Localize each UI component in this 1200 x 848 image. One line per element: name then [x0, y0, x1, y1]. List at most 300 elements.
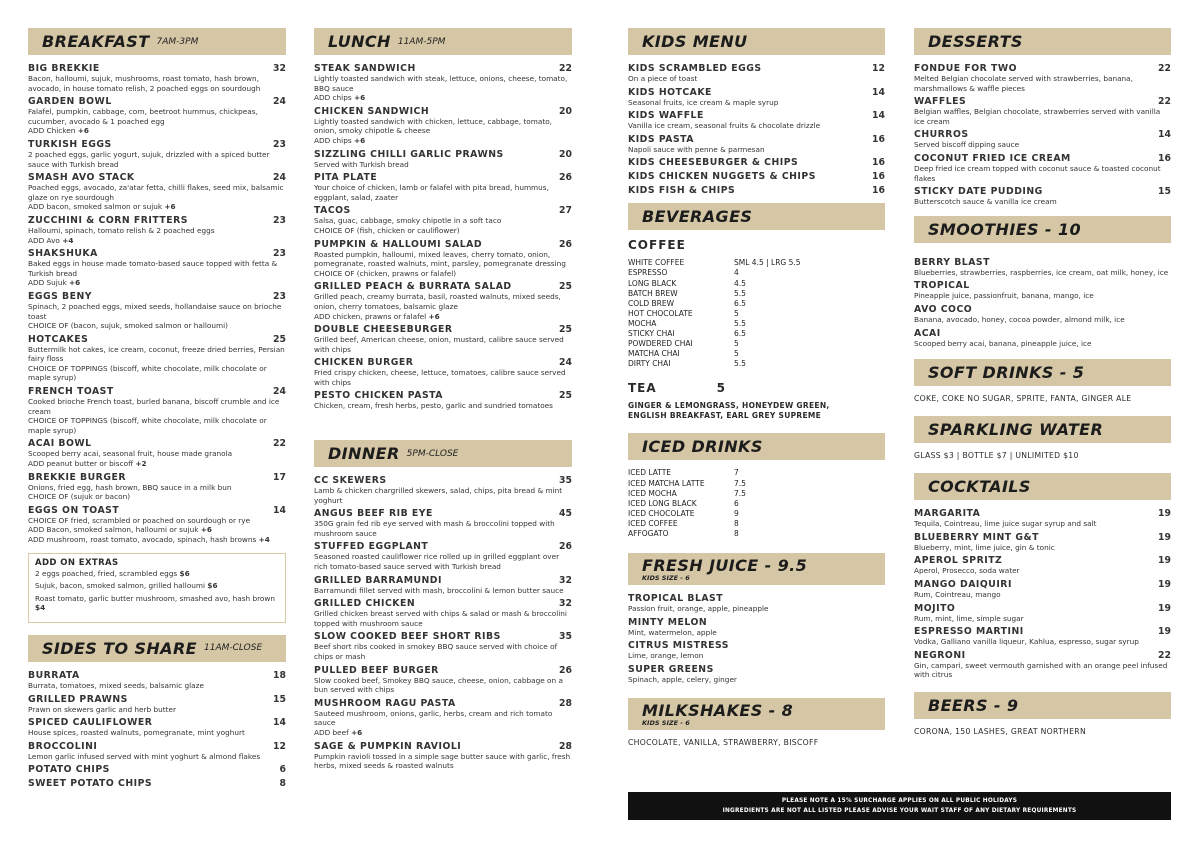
- drink-name: ICED COFFEE: [628, 518, 678, 528]
- item-description: House spices, roasted walnuts, pomegranate, mint yoghurt: [28, 728, 245, 738]
- item-row: [914, 626, 1171, 637]
- item-extra: [314, 226, 572, 236]
- sparkling-header: SPARKLING WATER: [914, 416, 1171, 443]
- item-row: [314, 281, 572, 292]
- menu-item: [28, 505, 286, 545]
- drink-price: 5: [734, 339, 739, 349]
- item-description: Onions, fried egg, hash brown, BBQ sauce in a milk bun: [28, 482, 232, 492]
- item-row: [628, 171, 885, 182]
- menu-item: [314, 541, 572, 571]
- drink-name: ESPRESSO: [628, 268, 668, 278]
- column-2: [314, 28, 572, 774]
- item-price: 22: [1158, 649, 1171, 661]
- menu-item: [28, 741, 286, 762]
- item-description: 2 poached eggs, garlic yogurt, sujuk, drizzled with a spiced butter sauce with Turkish bread: [28, 149, 270, 169]
- item-price: 27: [559, 205, 572, 217]
- drink-name: POWDERED CHAI: [628, 339, 693, 349]
- item-description: Grilled beef, American cheese, onion, mustard, calibre sauce served with chips: [314, 335, 564, 354]
- menu-item: [28, 472, 286, 502]
- extra-text: CHOICE OF TOPPINGS (biscoff, white chocolate, milk chocolate or maple syrup): [28, 363, 267, 383]
- extra-text: CHOICE OF (fish, chicken or cauliflower): [314, 225, 460, 235]
- extra-price: +6: [428, 311, 440, 321]
- item-name: MOJITO: [914, 602, 956, 614]
- item-description: Prawn on skewers garlic and herb butter: [28, 704, 176, 714]
- drink-price: 7.5: [734, 478, 746, 488]
- item-row: [314, 172, 572, 183]
- item-description: Tequila, Cointreau, lime juice sugar syrup and salt: [914, 519, 1097, 529]
- drink-name: WHITE COFFEE: [628, 258, 685, 268]
- menu-item: [314, 63, 572, 103]
- drink-name: BATCH BREW: [628, 288, 678, 298]
- extra-price: +6: [353, 93, 366, 103]
- item-description: Rum, Cointreau, mango: [914, 589, 1001, 599]
- item-price: 17: [273, 471, 286, 483]
- item-row: [28, 139, 286, 150]
- item-name: KIDS CHICKEN NUGGETS & CHIPS: [628, 171, 816, 183]
- drink-price: 4.5: [734, 278, 746, 288]
- menu-item: [28, 778, 286, 789]
- item-price: 35: [559, 631, 572, 643]
- item-description: Gin, campari, sweet vermouth garnished with an orange peel infused with citrus: [914, 660, 1168, 680]
- item-description: Beef short ribs cooked in smokey BBQ sauce served with choice of chips or mash: [314, 642, 558, 661]
- item-extra: [28, 535, 286, 545]
- item-extra: [28, 236, 286, 246]
- item-row: [914, 579, 1171, 590]
- menu-item: [314, 575, 572, 596]
- milkshakes-header: MILKSHAKES - 8 KIDS SIZE - 6: [628, 698, 885, 730]
- drink-price: 7.5: [734, 488, 746, 498]
- item-row: [314, 575, 572, 586]
- item-name: ANGUS BEEF RIB EYE: [314, 508, 433, 520]
- item-name: ACAI BOWL: [28, 438, 92, 450]
- item-description: Deep fried ice cream topped with coconut sauce & toasted coconut flakes: [914, 163, 1161, 183]
- item-row: [28, 694, 286, 705]
- item-row: [28, 215, 286, 226]
- menu-item: [28, 63, 286, 93]
- item-description: Melted Belgian chocolate served with strawberries, banana, marshmallows & waffle pieces: [914, 74, 1133, 93]
- kids-list: [628, 63, 885, 196]
- menu-item: [628, 157, 885, 168]
- drink-price: 7: [734, 468, 739, 478]
- item-description: Bacon, halloumi, sujuk, mushrooms, roast tomato, hash brown, avocado, in house tomato relish, 2 poached eggs on sourdough: [28, 74, 261, 93]
- extra-price: +6: [353, 135, 366, 145]
- desserts-list: [914, 63, 1171, 207]
- item-name: KIDS PASTA: [628, 133, 694, 145]
- item-price: 26: [559, 238, 572, 250]
- item-name: CHURROS: [914, 129, 969, 141]
- menu-item: [914, 508, 1171, 529]
- kids-header: KIDS MENU: [628, 28, 885, 55]
- item-row: [28, 291, 286, 302]
- table-row: [628, 479, 746, 489]
- item-price: 23: [273, 138, 286, 150]
- menu-item: [28, 96, 286, 136]
- extra-text: CHOICE OF (sujuk or bacon): [28, 492, 131, 502]
- drink-name: COLD BREW: [628, 298, 674, 308]
- iced-header: ICED DRINKS: [628, 433, 885, 460]
- item-row: [28, 334, 286, 345]
- item-description: Chicken, cream, fresh herbs, pesto, garlic and sundried tomatoes: [314, 401, 553, 411]
- extra-text: ADD chips: [314, 135, 354, 145]
- item-name: COCONUT FRIED ICE CREAM: [914, 152, 1071, 164]
- item-price: 16: [872, 171, 885, 183]
- add-on-line: [35, 581, 279, 591]
- menu-item: [28, 139, 286, 169]
- item-row: [28, 63, 286, 74]
- menu-item: [314, 508, 572, 538]
- item-price: 20: [559, 105, 572, 117]
- item-row: [314, 631, 572, 642]
- item-extra: [314, 728, 572, 738]
- item-name: DOUBLE CHEESEBURGER: [314, 324, 453, 336]
- item-row: [914, 555, 1171, 566]
- table-row: [628, 349, 801, 359]
- breakfast-list: [28, 63, 286, 545]
- item-name: WAFFLES: [914, 96, 967, 108]
- extra-text: CHOICE OF (bacon, sujuk, smoked salmon or halloumi): [28, 321, 228, 331]
- item-description: Passion fruit, orange, apple, pineapple: [628, 604, 769, 614]
- item-row: [314, 475, 572, 486]
- item-price: 15: [1158, 186, 1171, 198]
- item-description: Cooked brioche French toast, burled banana, biscoff crumble and ice cream: [28, 397, 280, 416]
- item-description: Butterscotch sauce & vanilla ice cream: [914, 197, 1057, 207]
- table-row: [628, 499, 746, 509]
- item-description: Pumpkin ravioli tossed in a simple sage butter sauce with garlic, fresh herbs, mixed seeds & roasted walnuts: [314, 751, 571, 771]
- item-price: 24: [559, 357, 572, 369]
- tea-list-1: GINGER & LEMONGRASS, HONEYDEW GREEN,: [628, 401, 830, 411]
- table-row: [628, 309, 801, 319]
- table-row: [628, 468, 746, 478]
- item-price: 22: [1158, 96, 1171, 108]
- item-description: Barramundi fillet served with mash, broccolini & lemon butter sauce: [314, 585, 564, 595]
- item-row: [914, 153, 1171, 164]
- item-row: [28, 670, 286, 681]
- item-row: [314, 205, 572, 216]
- breakfast-header: BREAKFAST 7AM-3PM: [28, 28, 286, 55]
- menu-item: [914, 650, 1171, 680]
- item-price: 19: [1158, 602, 1171, 614]
- menu-item: [28, 172, 286, 212]
- beverages-header: BEVERAGES: [628, 203, 885, 230]
- item-description: Lightly toasted sandwich with chicken, lettuce, cabbage, tomato, onion, smoky chipotle & cheese: [314, 116, 552, 136]
- juice-header: FRESH JUICE - 9.5 KIDS SIZE - 6: [628, 553, 885, 585]
- item-row: [628, 63, 885, 74]
- cocktails-header: COCKTAILS: [914, 473, 1171, 500]
- item-row: [28, 472, 286, 483]
- extra-text: ADD Chicken: [28, 126, 78, 136]
- item-price: 23: [273, 214, 286, 226]
- item-name: ESPRESSO MARTINI: [914, 626, 1024, 638]
- item-name: PULLED BEEF BURGER: [314, 664, 439, 676]
- item-row: [314, 598, 572, 609]
- item-name: BROCCOLINI: [28, 740, 98, 752]
- item-name: SPICED CAULIFLOWER: [28, 717, 153, 729]
- item-row: [28, 172, 286, 183]
- item-row: [914, 508, 1171, 519]
- item-description: Roasted pumpkin, halloumi, mixed leaves, cherry tomato, onion, pomegranate, roasted walnuts, mint, parsley, pomegranate dressing: [314, 249, 566, 269]
- item-description: On a piece of toast: [628, 74, 698, 83]
- item-name: BURRATA: [28, 669, 80, 681]
- item-row: [314, 741, 572, 752]
- table-row: [628, 489, 746, 499]
- item-price: 14: [273, 504, 286, 516]
- item-price: 32: [559, 574, 572, 586]
- menu-item: [314, 741, 572, 771]
- menu-item: [314, 205, 572, 235]
- sides-list: [28, 670, 286, 789]
- item-extra: [28, 126, 286, 136]
- menu-item: [28, 248, 286, 288]
- item-row: [314, 390, 572, 401]
- item-row: [28, 741, 286, 752]
- item-price: 32: [559, 598, 572, 610]
- smoothies-list: [914, 257, 1171, 348]
- item-name: TURKISH EGGS: [28, 138, 112, 150]
- item-price: 23: [273, 290, 286, 302]
- item-row: [314, 541, 572, 552]
- item-row: [914, 304, 1171, 315]
- item-description: Sauteed mushroom, onions, garlic, herbs, cream and rich tomato sauce: [314, 708, 553, 728]
- item-row: [28, 438, 286, 449]
- item-name: GRILLED BARRAMUNDI: [314, 574, 442, 586]
- menu-item: [314, 598, 572, 628]
- item-price: 24: [273, 386, 286, 398]
- beers-list: CORONA, 150 LASHES, GREAT NORTHERN: [914, 726, 1086, 736]
- menu-item: [628, 171, 885, 182]
- item-row: [314, 357, 572, 368]
- extra-text: ADD chicken, prawns or falafel: [314, 311, 429, 321]
- item-row: [314, 324, 572, 335]
- item-extra: [28, 202, 286, 212]
- item-row: [314, 106, 572, 117]
- item-price: 24: [273, 172, 286, 184]
- item-price: 14: [872, 110, 885, 122]
- item-extra: [28, 492, 286, 502]
- item-name: TROPICAL BLAST: [628, 593, 724, 605]
- item-row: [28, 778, 286, 789]
- menu-item: [314, 475, 572, 505]
- menu-item: [914, 153, 1171, 183]
- dinner-list: [314, 475, 572, 771]
- item-extra: [28, 416, 286, 435]
- add-on-title: ADD ON EXTRAS: [35, 557, 119, 568]
- menu-item: [628, 640, 885, 661]
- extra-text: ADD mushroom, roast tomato, avocado, spinach, hash browns: [28, 535, 259, 544]
- iced-table: [628, 468, 746, 539]
- item-description: Served with Turkish bread: [314, 159, 409, 169]
- item-description: Your choice of chicken, lamb or falafel with pita bread, hummus, eggplant, salad, zaater: [314, 183, 549, 202]
- item-row: [914, 603, 1171, 614]
- drink-price: 5: [734, 308, 739, 318]
- item-extra: [28, 459, 286, 469]
- menu-item: [628, 110, 885, 131]
- item-price: 14: [872, 86, 885, 98]
- drink-price: 8: [734, 528, 739, 538]
- item-price: 35: [559, 475, 572, 487]
- table-row: [628, 299, 801, 309]
- drink-price: 4: [734, 268, 739, 278]
- item-price: 22: [273, 438, 286, 450]
- desserts-header: DESSERTS: [914, 28, 1171, 55]
- cocktails-list: [914, 508, 1171, 680]
- item-price: 45: [559, 508, 572, 520]
- item-description: Grilled chicken breast served with chips & salad or mash & broccolini topped with mushroom sauce: [314, 609, 567, 628]
- item-row: [28, 96, 286, 107]
- item-extra: [314, 93, 572, 103]
- item-name: CC SKEWERS: [314, 475, 387, 487]
- item-name: MUSHROOM RAGU PASTA: [314, 697, 456, 709]
- item-price: 22: [559, 63, 572, 74]
- drink-name: ICED LATTE: [628, 468, 672, 478]
- column-1: [28, 28, 286, 792]
- item-description: Lemon garlic infused served with mint yoghurt & almond flakes: [28, 751, 261, 761]
- item-description: Burrata, tomatoes, mixed seeds, balsamic glaze: [28, 680, 204, 690]
- item-name: SUPER GREENS: [628, 663, 714, 675]
- drink-name: LONG BLACK: [628, 278, 677, 288]
- smoothies-header: SMOOTHIES - 10: [914, 216, 1171, 243]
- menu-item: [628, 63, 885, 84]
- item-name: BERRY BLAST: [914, 256, 990, 268]
- extra-price: +6: [351, 727, 363, 737]
- table-row: [628, 289, 801, 299]
- menu-item: [628, 664, 885, 685]
- item-extra: [314, 136, 572, 146]
- drink-price: 6.5: [734, 329, 746, 339]
- item-price: 26: [559, 541, 572, 553]
- item-extra: [28, 321, 286, 331]
- item-description: Banana, avocado, honey, cocoa powder, almond milk, ice: [914, 314, 1125, 324]
- extra-price: +6: [200, 525, 212, 535]
- item-description: Served biscoff dipping sauce: [914, 140, 1020, 150]
- soft-drinks-header: SOFT DRINKS - 5: [914, 359, 1171, 386]
- item-description: Baked eggs in house made tomato-based sauce topped with fetta & Turkish bread: [28, 259, 278, 278]
- add-on-extras-box: [28, 553, 286, 623]
- item-description: Rum, mint, lime, simple sugar: [914, 613, 1024, 623]
- menu-item: [914, 579, 1171, 600]
- item-description: CHOICE OF fried, scrambled or poached on sourdough or rye: [28, 515, 251, 525]
- add-on-line: [35, 569, 279, 579]
- item-description: Napoli sauce with penne & parmesan: [628, 144, 765, 154]
- item-price: 25: [273, 333, 286, 345]
- menu-item: [914, 328, 1171, 349]
- menu-item: [628, 593, 885, 614]
- item-price: 19: [1158, 555, 1171, 567]
- menu-item: [914, 280, 1171, 301]
- item-description: Halloumi, spinach, tomato relish & 2 poached eggs: [28, 225, 215, 235]
- extra-text: ADD chips: [314, 93, 354, 103]
- add-on-list: [35, 569, 279, 613]
- item-name: TROPICAL: [914, 280, 970, 292]
- item-row: [628, 157, 885, 168]
- item-row: [28, 505, 286, 516]
- menu-item: [914, 555, 1171, 576]
- item-name: CITRUS MISTRESS: [628, 640, 729, 652]
- item-description: Blueberries, strawberries, raspberries, ice cream, oat milk, honey, ice: [914, 267, 1169, 277]
- item-extra: [314, 269, 572, 279]
- item-description: Seasonal fruits, ice cream & maple syrup: [628, 97, 779, 107]
- item-row: [314, 508, 572, 519]
- drink-name: ICED LONG BLACK: [628, 498, 697, 508]
- drink-price: 6: [734, 498, 739, 508]
- item-name: EGGS BENY: [28, 290, 92, 302]
- item-row: [628, 87, 885, 98]
- drink-name: DIRTY CHAI: [628, 359, 671, 369]
- item-name: KIDS CHEESEBURGER & CHIPS: [628, 157, 799, 169]
- item-extra: [314, 312, 572, 322]
- table-row: [628, 319, 801, 329]
- item-price: 26: [559, 664, 572, 676]
- table-row: [628, 279, 801, 289]
- extra-price: +6: [77, 126, 89, 136]
- menu-item: [314, 698, 572, 738]
- item-price: 23: [273, 248, 286, 260]
- item-description: Scooped berry acai, banana, pineapple juice, ice: [914, 338, 1092, 348]
- item-name: BIG BREKKIE: [28, 63, 100, 74]
- extra-text: CHOICE OF TOPPINGS (biscoff, white chocolate, milk chocolate or maple syrup): [28, 416, 267, 435]
- extra-price: +2: [135, 459, 147, 469]
- drink-name: ICED MOCHA: [628, 488, 677, 498]
- item-description: Vanilla ice cream, seasonal fruits & chocolate drizzle: [628, 121, 821, 131]
- item-description: Fried crispy chicken, cheese, lettuce, tomatoes, calibre sauce served with chips: [314, 368, 566, 387]
- item-row: [914, 280, 1171, 291]
- drink-price: 8: [734, 518, 739, 528]
- add-on-price: $6: [179, 568, 190, 578]
- extra-text: CHOICE OF (chicken, prawns or falafel): [314, 268, 457, 278]
- item-price: 19: [1158, 626, 1171, 638]
- item-description: Falafel, pumpkin, cabbage, corn, beetroot hummus, chickpeas, cucumber, avocado & 1 poached egg: [28, 107, 258, 126]
- table-row: [628, 258, 801, 268]
- item-row: [628, 185, 885, 196]
- item-name: FRENCH TOAST: [28, 386, 114, 398]
- menu-item: [314, 239, 572, 279]
- item-name: MANGO DAIQUIRI: [914, 578, 1012, 590]
- item-row: [914, 257, 1171, 268]
- item-description: Belgian waffles, Belgian chocolate, strawberries served with vanilla ice cream: [914, 107, 1161, 126]
- menu-item: [28, 670, 286, 691]
- drink-price: 9: [734, 508, 739, 518]
- surcharge-notice: PLEASE NOTE A 15% SURCHARGE APPLIES ON ALL PUBLIC HOLIDAYS INGREDIENTS ARE NOT ALL LISTED PLEASE ADVISE YOUR WAIT STAFF OF ANY DIETARY REQUIREMENTS: [628, 792, 1171, 820]
- item-price: 18: [273, 669, 286, 681]
- item-price: 24: [273, 96, 286, 108]
- coffee-heading: COFFEE: [628, 238, 686, 253]
- item-name: PITA PLATE: [314, 172, 378, 184]
- drink-name: ICED MATCHA LATTE: [628, 478, 705, 488]
- extra-text: ADD bacon, smoked salmon or sujuk: [28, 202, 165, 212]
- item-description: Poached eggs, avocado, za'atar fetta, chilli flakes, seed mix, balsamic glaze on rye sourdough: [28, 183, 284, 202]
- table-row: [628, 268, 801, 278]
- item-name: KIDS WAFFLE: [628, 110, 704, 122]
- item-row: [314, 665, 572, 676]
- item-name: KIDS SCRAMBLED EGGS: [628, 63, 762, 74]
- item-description: Scooped berry acai, seasonal fruit, house made granola: [28, 449, 233, 459]
- extra-price: +6: [69, 278, 81, 288]
- item-extra: [28, 525, 286, 535]
- item-price: 28: [559, 740, 572, 752]
- extra-text: ADD Avo: [28, 235, 63, 245]
- item-name: STEAK SANDWICH: [314, 63, 416, 74]
- extra-text: ADD beef: [314, 727, 352, 737]
- juice-list: [628, 593, 885, 684]
- item-name: MARGARITA: [914, 508, 981, 520]
- item-row: [914, 186, 1171, 197]
- drink-name: STICKY CHAI: [628, 329, 675, 339]
- item-row: [914, 129, 1171, 140]
- menu-item: [314, 172, 572, 202]
- menu-item: [628, 134, 885, 155]
- item-description: Aperol, Prosecco, soda water: [914, 566, 1020, 576]
- extra-price: +4: [258, 535, 270, 544]
- item-name: SIZZLING CHILLI GARLIC PRAWNS: [314, 148, 504, 160]
